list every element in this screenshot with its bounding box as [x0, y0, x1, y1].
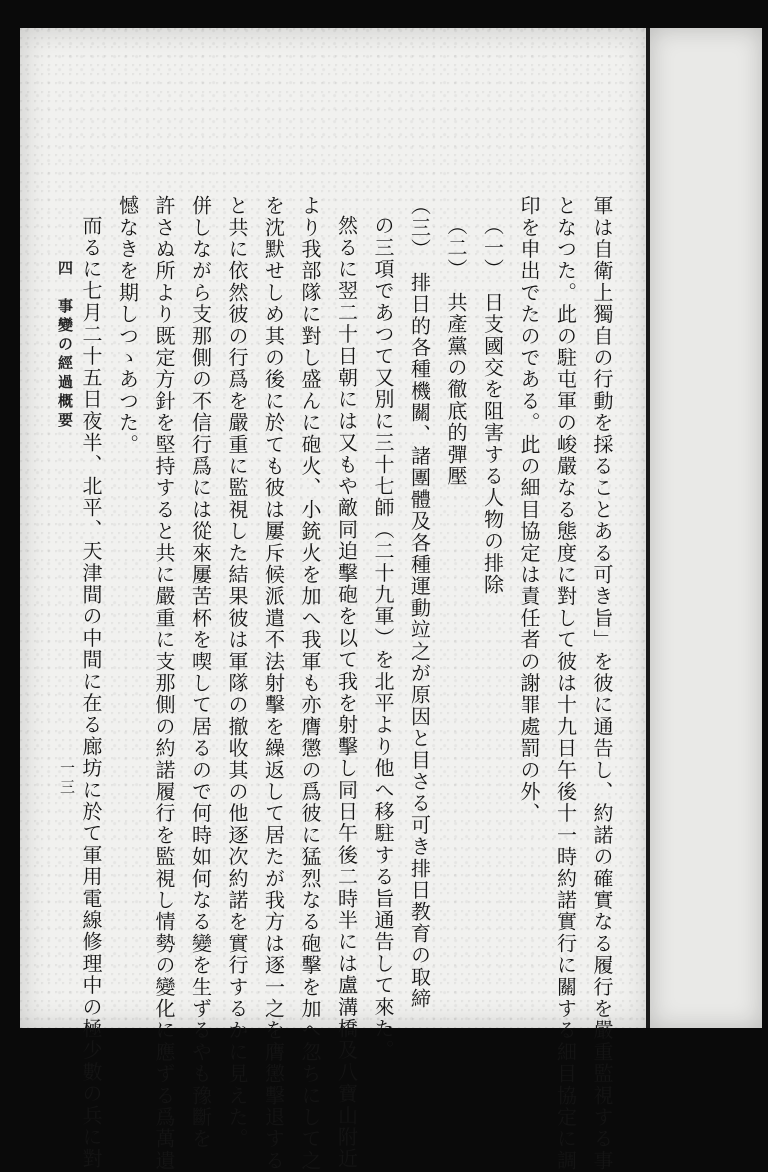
text-line: を沈默せしめ其の後に於ても彼は屢斥候派遣不法射擊を繰返して居たが我方は逐一之を膺懲擊退する — [261, 195, 286, 1172]
list-item: （二） 共產黨の徹底的彈壓 — [444, 215, 468, 488]
list-item: （三） 排日的各種機關、諸團體及各種運動竝之が原因と目さる可き排日教育の取締 — [407, 195, 432, 1010]
text-line: 併しながら支那側の不信行爲には從來屢苦杯を喫して居るので何時如何なる變を生ずるやも豫斷を — [188, 195, 213, 1150]
page-number: 一三 — [58, 760, 76, 798]
text-line: と共に依然彼の行爲を嚴重に監視した結果彼は軍隊の撤收其の他逐次約諾を實行するかに見えた。 — [225, 195, 249, 1150]
body-text — [73, 195, 621, 1172]
text-line: 而るに七月二十五日夜半、北平、天津間の中間に在る廊坊に於て軍用電線修理中の極少數の兵に對 — [79, 215, 103, 1170]
list-item: （一） 日支國交を阻害する人物の排除 — [480, 215, 505, 596]
text-line: 軍は自衛上獨自の行動を採ることある可き旨」を彼に通告し、約諾の確實なる履行を嚴重監視する事 — [590, 195, 614, 1172]
running-header: 四 事變の經過概要 — [56, 260, 74, 431]
adjacent-page-edge — [650, 28, 762, 1028]
scan-border — [762, 0, 768, 1033]
text-line: 憾なきを期しつゝあつた。 — [115, 195, 140, 456]
text-line: より我部隊に對し盛んに砲火、小銃火を加へ我軍も亦膺懲の爲彼に猛烈なる砲擊を加へ忽ちにして之 — [298, 195, 322, 1172]
text-line: 印を申出でたのである。此の細目協定は責任者の謝罪處罰の外、 — [517, 195, 541, 825]
text-line: 許さぬ所より既定方針を堅持すると共に嚴重に支那側の約諾履行を監視し情勢の變化に應ずる爲萬遺 — [152, 195, 176, 1172]
text-line: 然るに翌二十日朝には又もや敵同迫擊砲を以て我を射擊し同日午後二時半には盧溝橋及八寶山附近 — [334, 215, 359, 1170]
text-line: の三項であつて又別に三十七師（二十九軍）を北平より他へ移駐する旨通告して來た。 — [371, 215, 395, 1062]
text-line: となつた。此の駐屯軍の峻嚴なる態度に對して彼は十九日午後十一時約諾實行に關する細目協定に調 — [553, 195, 578, 1172]
